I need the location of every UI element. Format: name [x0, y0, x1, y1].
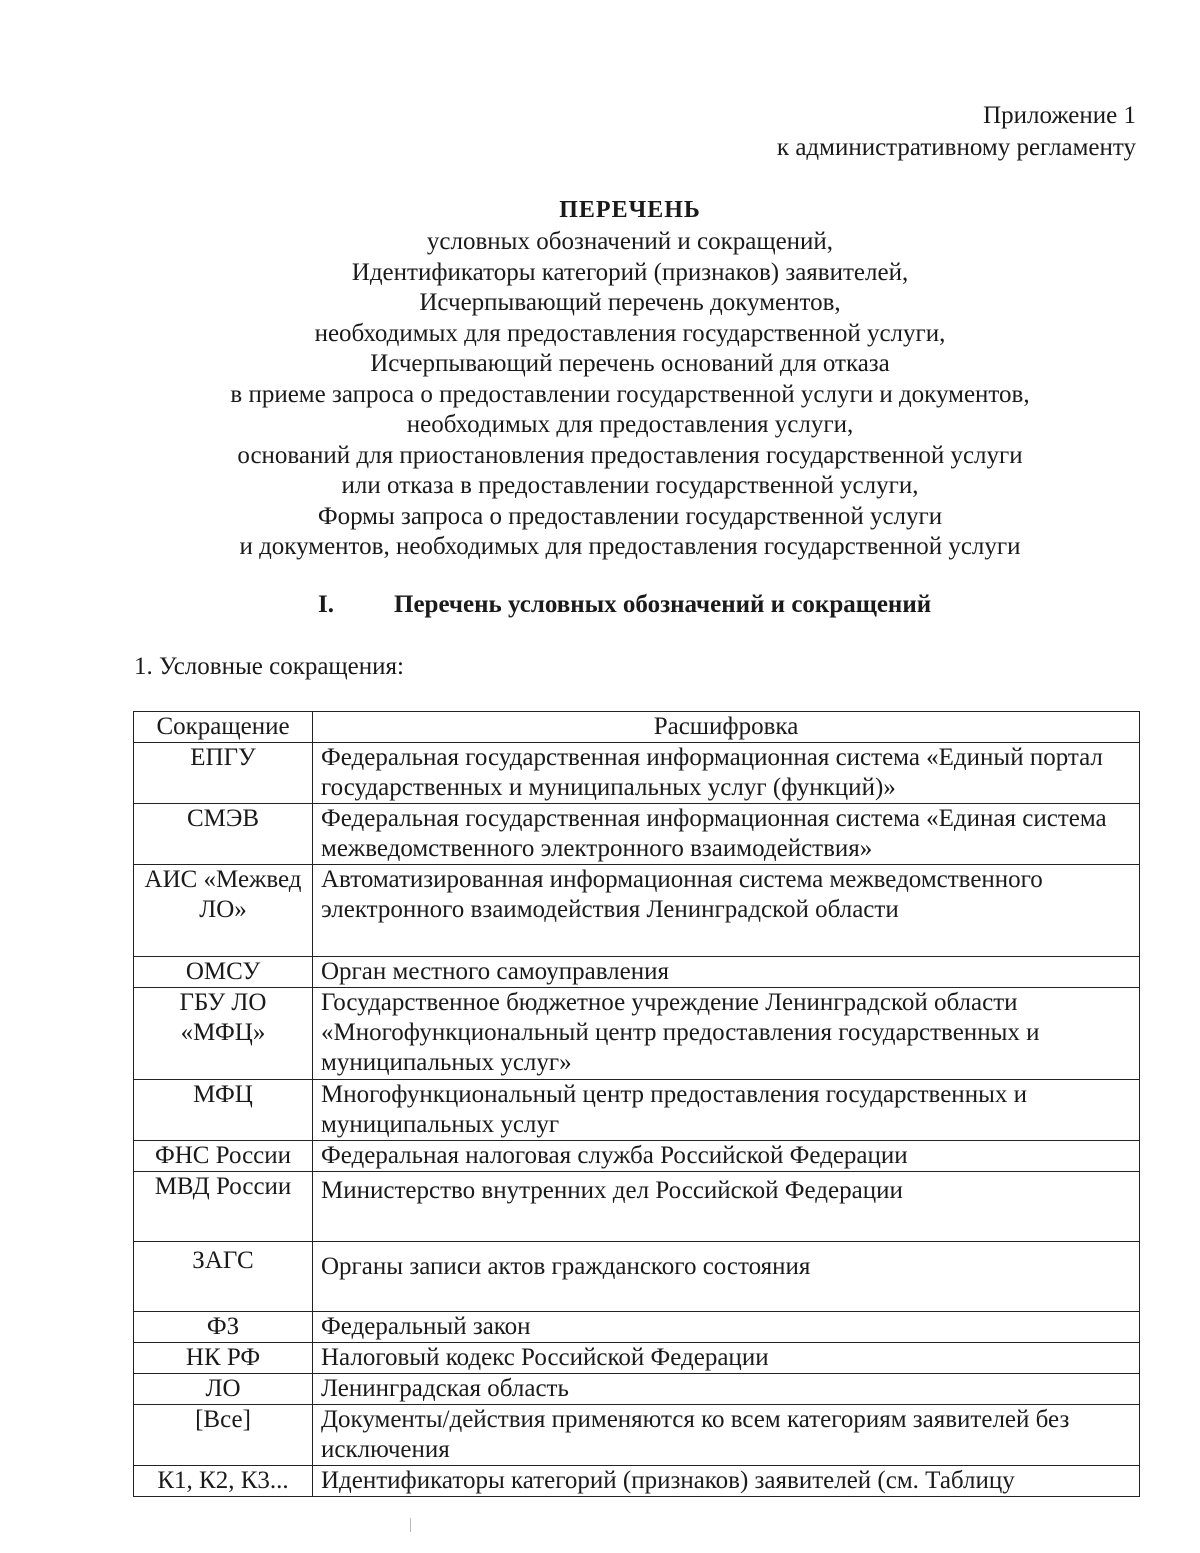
decoding-cell: Органы записи актов гражданского состояния [313, 1242, 1140, 1312]
table-row [134, 1172, 1140, 1242]
scan-artifact [410, 1518, 411, 1532]
decoding-cell: Документы/действия применяются ко всем категориям заявителей без исключения [313, 1405, 1140, 1466]
abbreviation-cell: НК РФ [134, 1343, 313, 1374]
heading-line: и документов, необходимых для предоставления государственной услуги [239, 533, 1021, 560]
section-title: Перечень условных обозначений и сокращений [394, 591, 932, 618]
table-row [134, 1312, 1140, 1343]
decoding-cell: Идентификаторы категорий (признаков) заявителей (см. Таблицу [313, 1466, 1140, 1497]
abbreviation-cell: ЕПГУ [134, 743, 313, 804]
abbreviation-cell: ОМСУ [134, 957, 313, 988]
abbreviation-cell: ЛО [134, 1374, 313, 1405]
abbreviation-cell: К1, К2, К3... [134, 1466, 313, 1497]
heading-line: оснований для приостановления предоставления государственной услуги [237, 441, 1023, 469]
decoding-cell: Ленинградская область [313, 1374, 1140, 1405]
table-row [134, 865, 1140, 957]
abbreviation-cell: ФНС России [134, 1141, 313, 1172]
table-row [134, 1374, 1140, 1405]
abbreviation-cell: ФЗ [134, 1312, 313, 1343]
abbreviation-cell: ГБУ ЛО «МФЦ» [134, 988, 313, 1080]
table-row [134, 804, 1140, 865]
section-number: I. [318, 591, 334, 618]
decoding-cell: Федеральная государственная информационная система «Единый портал государственных и муниципальных услуг (функций)» [313, 743, 1140, 804]
abbreviation-cell: МФЦ [134, 1080, 313, 1141]
column-header-abbreviation: Сокращение [134, 712, 313, 743]
abbreviation-cell: МВД России [134, 1172, 313, 1242]
abbreviation-cell: СМЭВ [134, 804, 313, 865]
decoding-cell: Министерство внутренних дел Российской Федерации [313, 1172, 1140, 1242]
abbreviations-table [133, 711, 1140, 1497]
abbreviation-cell: ЗАГС [134, 1242, 313, 1312]
decoding-cell: Федеральная государственная информационная система «Единая система межведомственного электронного взаимодействия» [313, 804, 1140, 865]
decoding-cell: Автоматизированная информационная система межведомственного электронного взаимодействия Ленинградской области [313, 865, 1140, 957]
heading-line: Формы запроса о предоставлении государственной услуги [317, 502, 943, 530]
appendix-line-1: Приложение 1 [983, 102, 1136, 129]
subsection-heading: 1. Условные сокращения: [134, 653, 404, 680]
heading-line: Идентификаторы категорий (признаков) заявителей, [351, 258, 909, 286]
table-row [134, 988, 1140, 1080]
table-row [134, 743, 1140, 804]
decoding-cell: Многофункциональный центр предоставления государственных и муниципальных услуг [313, 1080, 1140, 1141]
abbreviation-cell: АИС «Межвед ЛО» [134, 865, 313, 957]
decoding-cell: Налоговый кодекс Российской Федерации [313, 1343, 1140, 1374]
table-row [134, 1080, 1140, 1141]
heading-line: Исчерпывающий перечень оснований для отказа [370, 350, 890, 377]
table-row [134, 1466, 1140, 1497]
table-row [134, 1141, 1140, 1172]
abbreviation-cell: [Все] [134, 1405, 313, 1466]
heading-line: условных обозначений и сокращений, [426, 228, 834, 255]
decoding-cell: Орган местного самоуправления [313, 957, 1140, 988]
heading-line: или отказа в предоставлении государственной услуги, [341, 472, 919, 499]
column-header-decoding: Расшифровка [313, 712, 1140, 743]
heading-title: ПЕРЕЧЕНЬ [559, 197, 701, 223]
decoding-cell: Федеральная налоговая служба Российской Федерации [313, 1141, 1140, 1172]
appendix-note [777, 100, 1136, 164]
table-row [134, 957, 1140, 988]
heading-line: Исчерпывающий перечень документов, [419, 289, 841, 316]
decoding-cell: Государственное бюджетное учреждение Ленинградской области «Многофункциональный центр предоставления государственных и муниципальных услуг» [313, 988, 1140, 1080]
table-row [134, 1405, 1140, 1466]
heading-line: необходимых для предоставления услуги, [406, 411, 854, 438]
document-heading [120, 193, 1140, 563]
table-row [134, 1343, 1140, 1374]
section-heading [318, 588, 931, 622]
heading-line: необходимых для предоставления государственной услуги, [314, 319, 946, 347]
table-row [134, 1242, 1140, 1312]
table-header-row [134, 712, 1140, 743]
heading-line: в приеме запроса о предоставлении государственной услуги и документов, [230, 380, 1030, 408]
appendix-line-2: к административному регламенту [776, 134, 1136, 161]
decoding-cell: Федеральный закон [313, 1312, 1140, 1343]
